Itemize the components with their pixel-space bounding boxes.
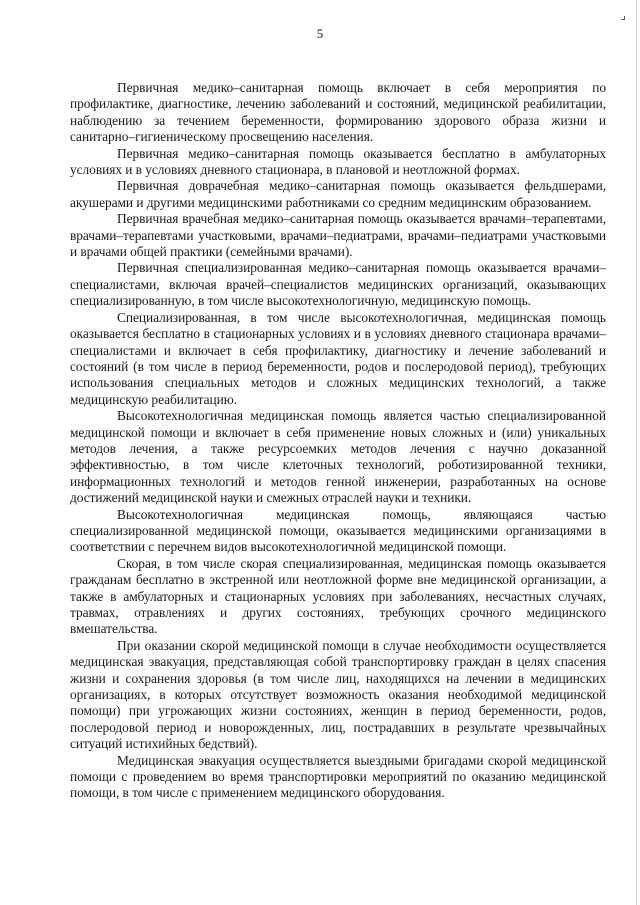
paragraph-high-tech-care: Высокотехнологичная медицинская помощь является частью специализированной медицинской помощи и включает в себя применение новых сложных и (или) уникальных методов лечения, а также ресурсоемких методов лечения с научно доказанной эффективностью, в том числе клеточных технологий, роботизированной техники, информационных технологий и методов генной инженерии, разработанных на основе достижений медицинской науки и смежных отраслей науки и техники. bbox=[70, 408, 606, 506]
paragraph-evacuation-teams: Медицинская эвакуация осуществляется выездными бригадами скорой медицинской помощи с проведением во время транспортировки мероприятий по оказанию медицинской помощи, в том числе с применением медицинского оборудования. bbox=[70, 752, 606, 801]
paragraph-emergency-care: Скорая, в том числе скорая специализированная, медицинская помощь оказывается гражданам бесплатно в экстренной или неотложной форме вне медицинской организации, а также в амбулаторных и стационарных условиях при заболеваниях, несчастных случаях, травмах, отравлениях и других состояниях, требующих срочного медицинского вмешательства. bbox=[70, 555, 606, 637]
paragraph-pre-physician-care: Первичная доврачебная медико–санитарная помощь оказывается фельдшерами, акушерами и другими медицинскими работниками со средним медицинским образованием. bbox=[70, 178, 606, 210]
paragraph-high-tech-list: Высокотехнологичная медицинская помощь, являющаяся частью специализированной медицинской помощи, оказывается медицинскими организациями в соответствии с перечнем видов высокотехнологичной медицинской помощи. bbox=[70, 506, 606, 555]
corner-mark: ⌟ bbox=[620, 8, 626, 22]
paragraph-medical-evacuation: При оказании скорой медицинской помощи в случае необходимости осуществляется медицинская эвакуация, представляющая собой транспортировку граждан в целях спасения жизни и сохранения здоровья (в том числе лиц, находящихся на лечении в медицинских организациях, в которых отсутствует возможность оказания необходимой медицинской помощи) при угрожающих жизни состояниях, женщин в период беременности, родов, послеродовой период и новорожденных, лиц, пострадавших в результате чрезвычайных ситуаций истихийных бедствий). bbox=[70, 637, 606, 752]
paragraph-primary-care-scope: Первичная медико–санитарная помощь включает в себя мероприятия по профилактике, диагностике, лечению заболеваний и состояний, медицинской реабилитации, наблюдению за течением беременности, формированию здорового образа жизни и санитарно–гигиеническому просвещению населения. bbox=[70, 80, 606, 145]
paragraph-primary-care-free: Первичная медико–санитарная помощь оказывается бесплатно в амбулаторных условиях и в условиях дневного стационара, в плановой и неотложной формах. bbox=[70, 145, 606, 178]
document-body bbox=[70, 80, 606, 802]
scan-edge-divider bbox=[636, 0, 637, 905]
page-number: 5 bbox=[316, 26, 324, 41]
paragraph-specialized-primary-care: Первичная специализированная медико–санитарная помощь оказывается врачами–специалистами, включая врачей–специалистов медицинских организаций, оказывающих специализированную, в том числе высокотехнологичную, медицинскую помощь. bbox=[70, 260, 606, 309]
paragraph-specialized-care: Специализированная, в том числе высокотехнологичная, медицинская помощь оказывается бесплатно в стационарных условиях и в условиях дневного стационара врачами–специалистами и включает в себя профилактику, диагностику и лечение заболеваний и состояний (в том числе в период беременности, родов и послеродовой период), требующих использования специальных методов и сложных медицинских технологий, а также медицинскую реабилитацию. bbox=[70, 309, 606, 407]
paragraph-physician-care: Первичная врачебная медико–санитарная помощь оказывается врачами–терапевтами, врачами–терапевтами участковыми, врачами–педиатрами, врачами–педиатрами участковыми и врачами общей практики (семейными врачами). bbox=[70, 211, 606, 260]
